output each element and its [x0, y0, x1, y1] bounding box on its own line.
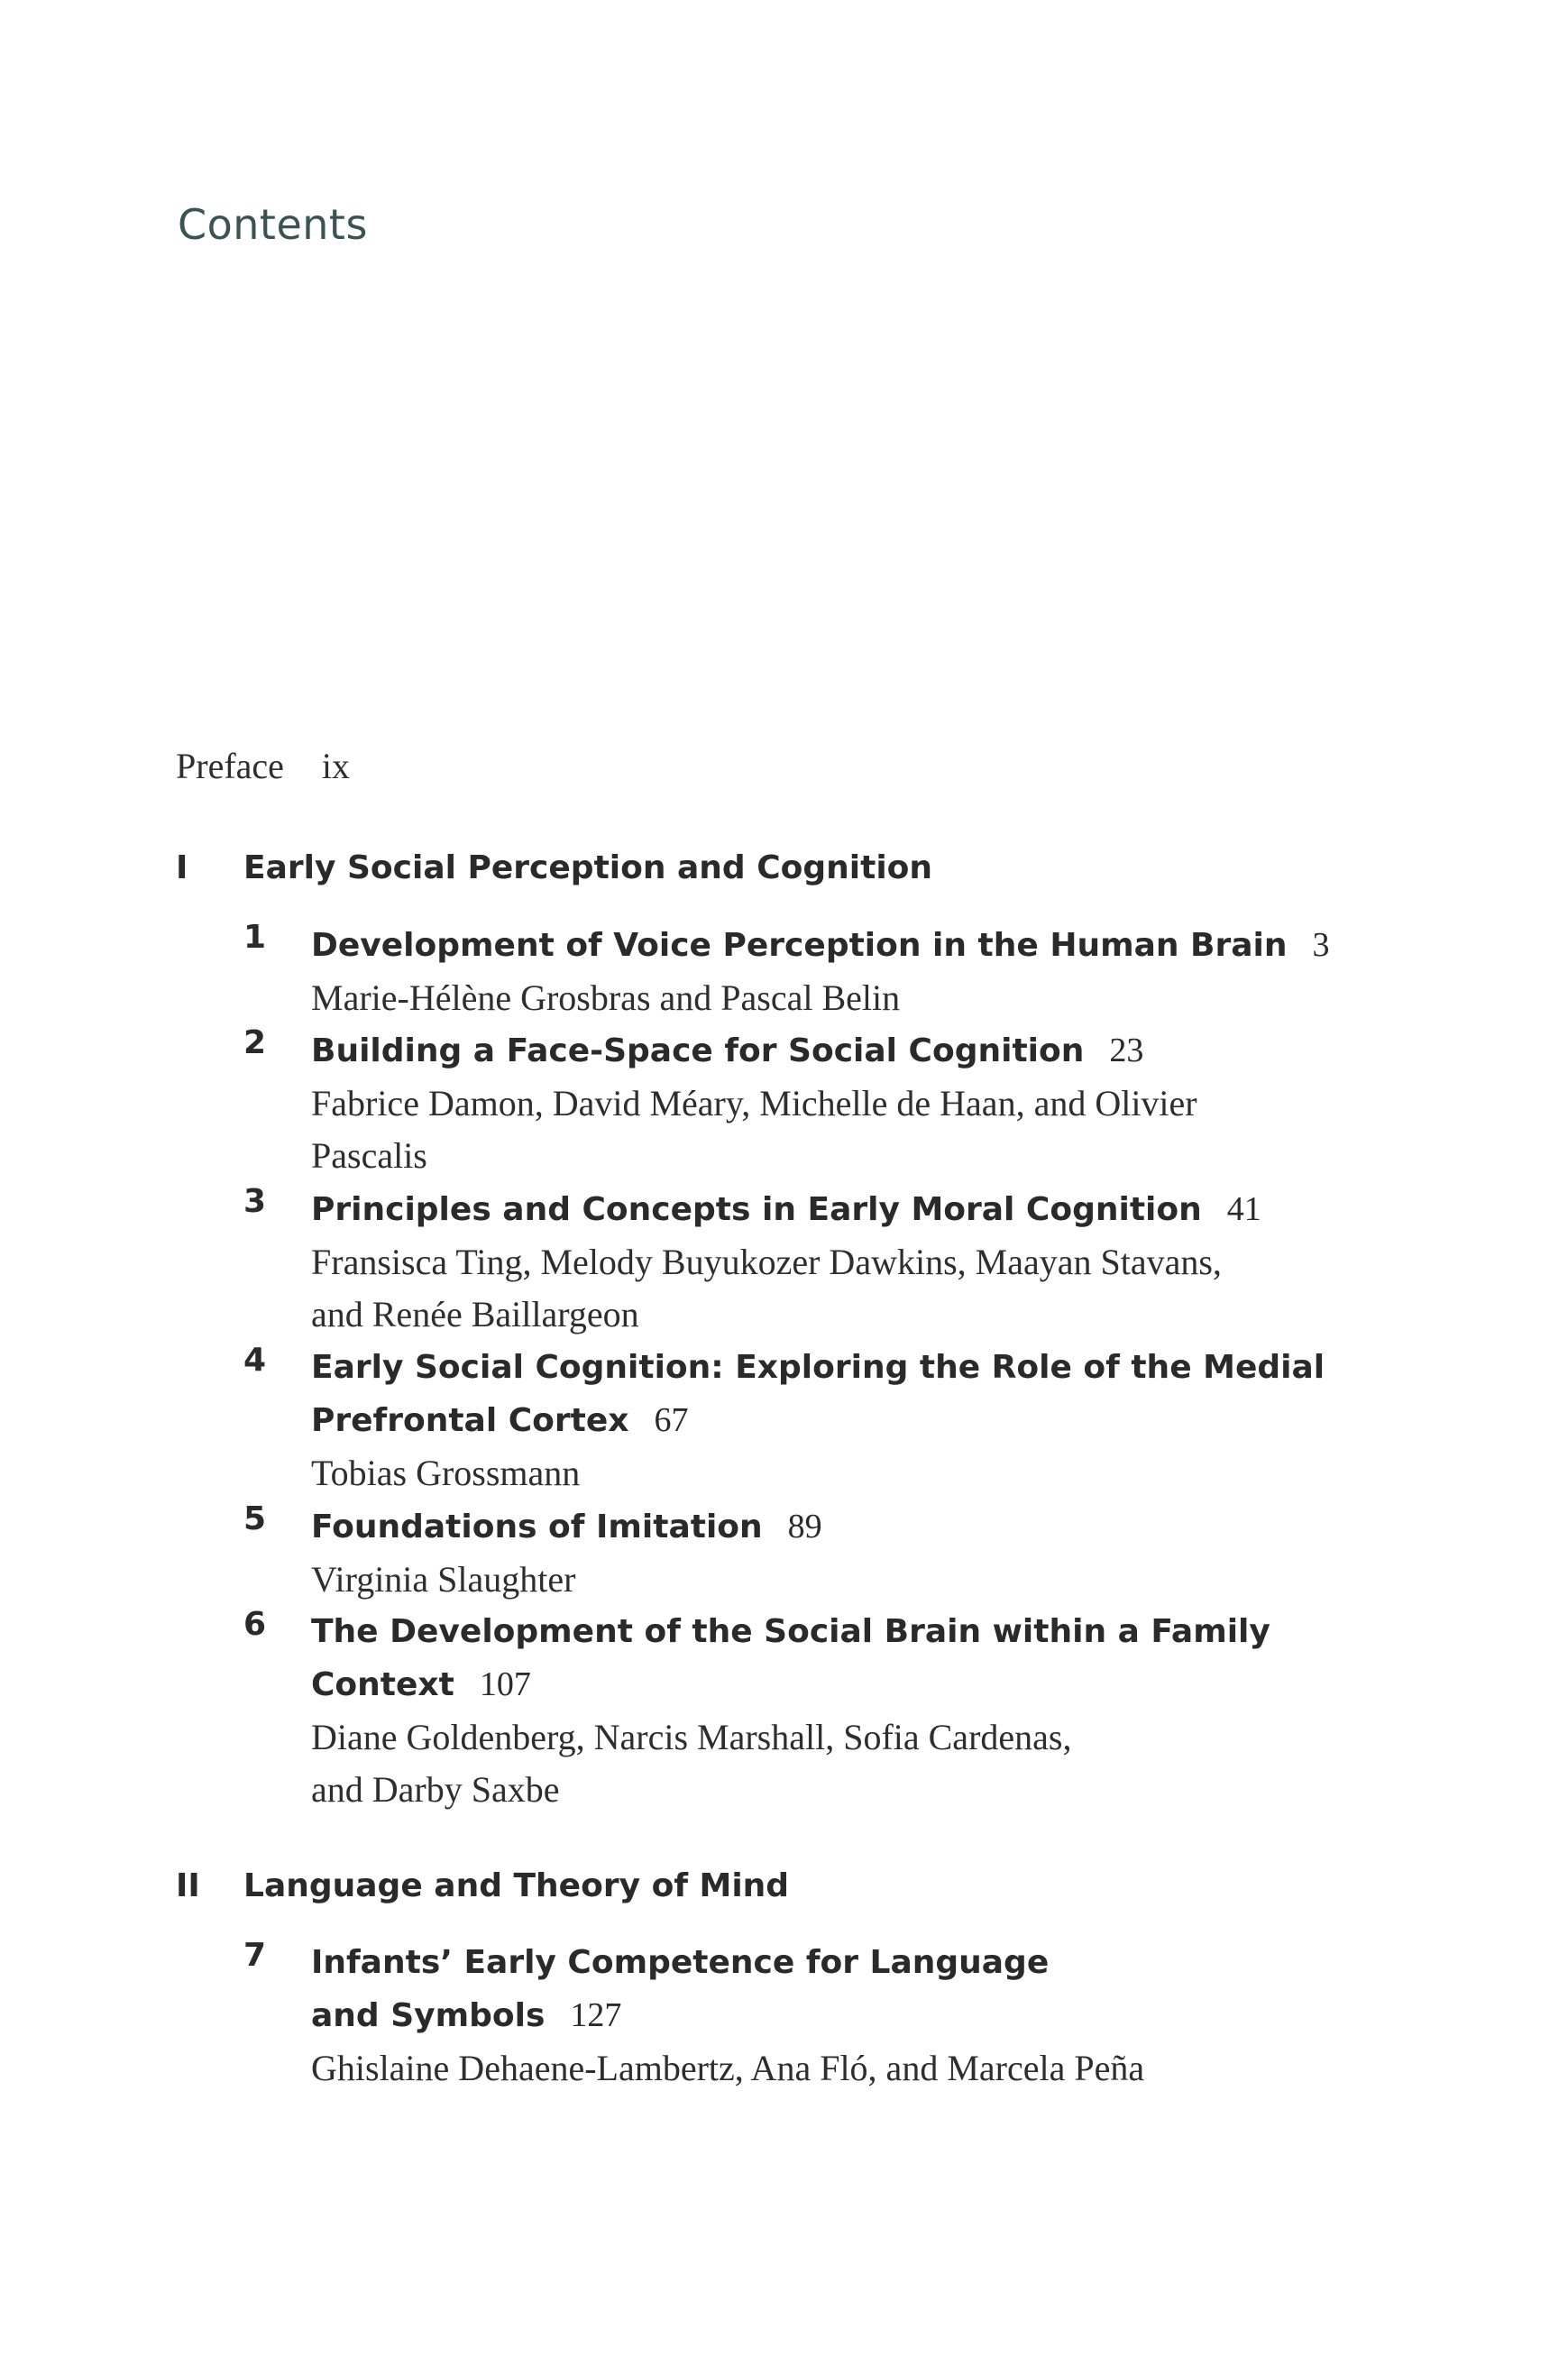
chapter-page: 67: [654, 1401, 689, 1439]
chapter-page: 107: [479, 1665, 531, 1703]
part-title: Early Social Perception and Cognition: [243, 849, 933, 886]
part-number: II: [176, 1867, 200, 1904]
chapter-number: 2: [243, 1024, 267, 1061]
chapter-authors: Ghislaine Dehaene-Lambertz, Ana Fló, and Marcela Peña: [311, 2048, 1145, 2088]
part-number: I: [176, 849, 188, 886]
chapter-number: 3: [243, 1183, 267, 1220]
chapter-page: 127: [570, 1996, 622, 2034]
chapter-title: Development of Voice Perception in the Human Brain 3: [311, 926, 1330, 964]
chapter-authors: Diane Goldenberg, Narcis Marshall, Sofia Cardenas, and Darby Saxbe: [311, 1717, 1072, 1810]
chapter-title: Foundations of Imitation 89: [311, 1508, 822, 1545]
chapter-title: Early Social Cognition: Exploring the Role of the Medial Prefrontal Cortex 67: [311, 1349, 1325, 1439]
chapter-title: Building a Face-Space for Social Cognition 23: [311, 1032, 1144, 1069]
chapter-title: Infants’ Early Competence for Language and Symbols 127: [311, 1944, 1050, 2034]
chapter-page: 89: [787, 1508, 822, 1545]
chapter-title: The Development of the Social Brain within a Family Context 107: [311, 1613, 1270, 1703]
preface-label: Preface: [176, 746, 284, 786]
chapter-number: 4: [243, 1342, 267, 1379]
chapter-page: 23: [1109, 1032, 1144, 1069]
preface-page: ix: [321, 746, 351, 786]
part-title: Language and Theory of Mind: [243, 1867, 790, 1904]
preface-entry: [176, 745, 350, 787]
chapter-number: 6: [243, 1606, 267, 1643]
chapter-authors: Virginia Slaughter: [311, 1559, 576, 1600]
chapter-title: Principles and Concepts in Early Moral Cognition 41: [311, 1190, 1261, 1228]
chapter-page: 3: [1312, 926, 1330, 964]
chapter-number: 1: [243, 919, 267, 956]
page-title: Contents: [178, 200, 368, 249]
chapter-page: 41: [1226, 1190, 1261, 1228]
chapter-authors: Tobias Grossmann: [311, 1453, 581, 1493]
chapter-number: 7: [243, 1937, 267, 1974]
chapter-authors: Fabrice Damon, David Méary, Michelle de Haan, and Olivier Pascalis: [311, 1083, 1197, 1176]
chapter-number: 5: [243, 1500, 267, 1537]
chapter-authors: Fransisca Ting, Melody Buyukozer Dawkins, Maayan Stavans, and Renée Baillargeon: [311, 1242, 1222, 1334]
chapter-authors: Marie-Hélène Grosbras and Pascal Belin: [311, 977, 901, 1018]
